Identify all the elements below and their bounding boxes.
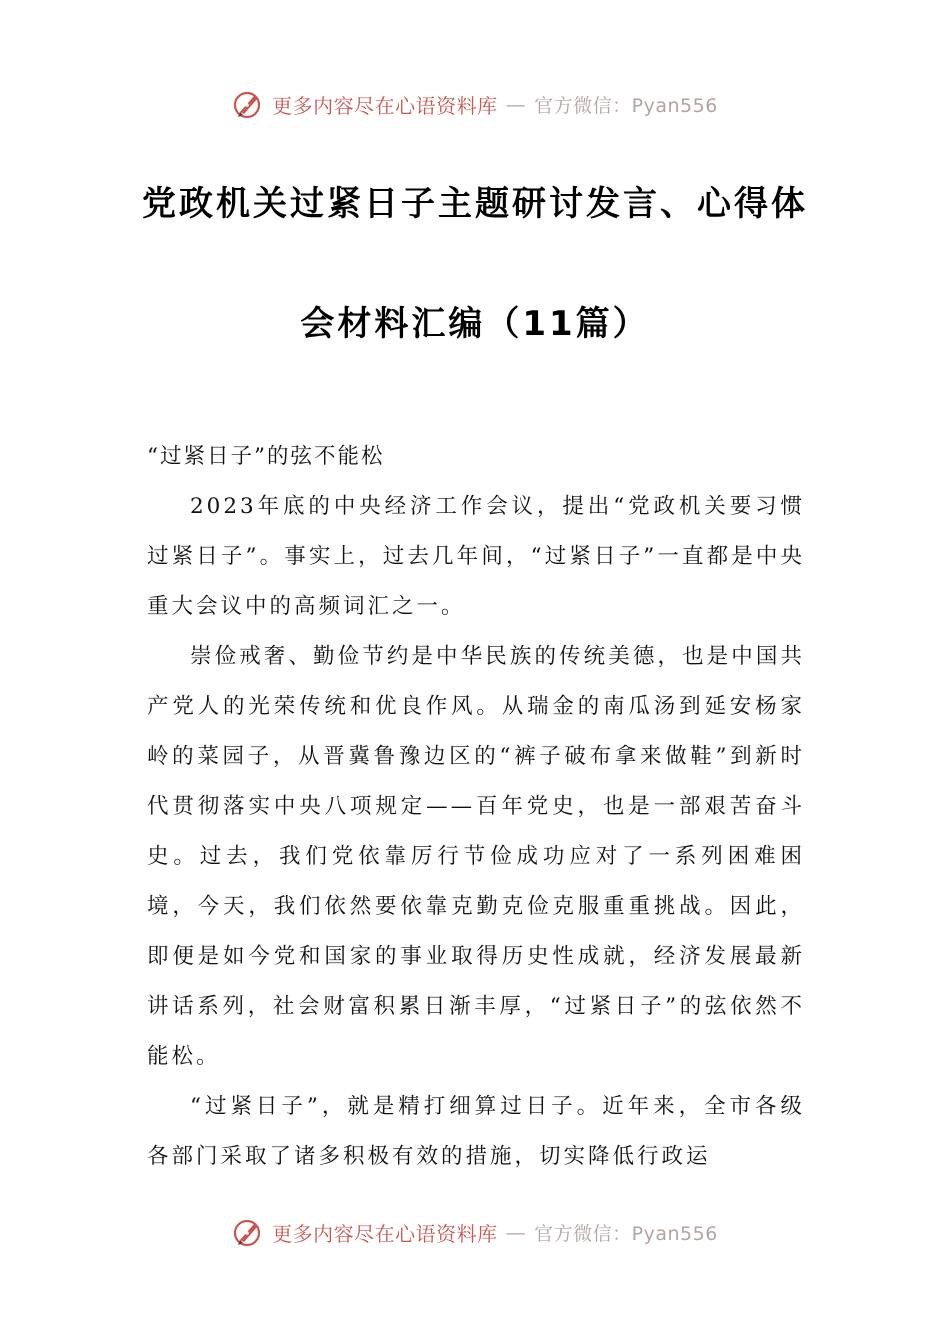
- watermark-brand: 更多内容尽在心语资料库: [272, 93, 498, 118]
- watermark-contact: 官方微信：Pyan556: [534, 94, 718, 117]
- body-paragraph-1: 2023年底的中央经济工作会议，提出“党政机关要习惯过紧日子”。事实上，过去几年间，“过紧日子”一直都是中央重大会议中的高频词汇之一。: [147, 494, 805, 619]
- watermark-separator: —: [505, 1220, 527, 1244]
- watermark-separator: —: [505, 92, 527, 116]
- body-paragraph-2: 崇俭戒奢、勤俭节约是中华民族的传统美德，也是中国共产党人的光荣传统和优良作风。从瑞金的南瓜汤到延安杨家岭的菜园子，从晋冀鲁豫边区的“裤子破布拿来做鞋”到新时代贯彻落实中央八项规定——百年党史，也是一部艰苦奋斗史。过去，我们党依靠厉行节俭成功应对了一系列困难困境，今天，我们依然要依靠克勤克俭克服重重挑战。因此，即便是如今党和国家的事业取得历史性成就，经济发展最新讲话系列，社会财富积累日渐丰厚，“过紧日子”的弦依然不能松。: [147, 644, 805, 1069]
- watermark-brand: 更多内容尽在心语资料库: [272, 1221, 498, 1246]
- watermark-contact: 官方微信：Pyan556: [534, 1222, 718, 1245]
- pen-circle-logo-icon: [232, 1216, 264, 1248]
- body-paragraph-3: “过紧日子”，就是精打细算过日子。近年来，全市各级各部门采取了诸多积极有效的措施，切实降低行政运: [147, 1094, 805, 1169]
- section-subheading: “过紧日子”的弦不能松: [147, 444, 385, 469]
- header-watermark: [0, 84, 950, 124]
- pen-circle-logo-icon: [232, 88, 264, 120]
- document-title-line-1: 党政机关过紧日子主题研讨发言、心得体: [142, 184, 808, 224]
- document-body: [147, 432, 805, 1182]
- document-title-line-2: 会材料汇编（11篇）: [300, 304, 650, 344]
- footer-watermark: [0, 1212, 950, 1252]
